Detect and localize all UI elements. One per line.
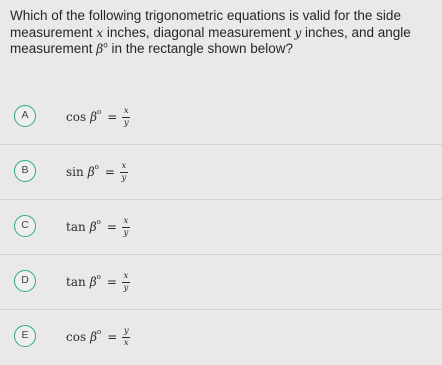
- answer-option-b[interactable]: [0, 145, 442, 200]
- fraction: [122, 217, 130, 238]
- option-formula-e: [66, 324, 130, 350]
- fraction: [122, 272, 130, 293]
- numerator: x: [123, 105, 129, 116]
- equals-sign: =: [107, 330, 118, 344]
- answer-option-d[interactable]: [0, 255, 442, 310]
- equals-sign: =: [106, 275, 117, 289]
- degree-symbol: o: [97, 108, 102, 116]
- angle-symbol: β: [89, 220, 97, 234]
- degree-symbol: o: [97, 328, 102, 336]
- numerator: y: [123, 325, 129, 336]
- degree-symbol: o: [94, 163, 99, 171]
- trig-function: tan: [66, 275, 86, 289]
- trig-function: cos: [66, 330, 87, 344]
- question-part-2: inches, diagonal measurement: [103, 24, 295, 40]
- trig-function: sin: [66, 165, 84, 179]
- variable-x: x: [96, 25, 104, 40]
- fraction: [122, 107, 130, 128]
- question-part-3: inches, and angle measurement: [10, 24, 411, 56]
- degree-symbol: o: [103, 40, 108, 50]
- angle-symbol: β: [90, 330, 98, 344]
- angle-symbol: β: [89, 275, 97, 289]
- fraction: [120, 162, 128, 183]
- angle-symbol: β: [87, 165, 95, 179]
- numerator: x: [123, 270, 129, 281]
- degree-symbol: o: [96, 273, 101, 281]
- degree-symbol: o: [96, 218, 101, 226]
- numerator: x: [123, 215, 129, 226]
- option-letter-a[interactable]: A: [14, 105, 36, 127]
- equals-sign: =: [107, 110, 118, 124]
- denominator: y: [123, 282, 129, 293]
- trig-function: tan: [66, 220, 86, 234]
- option-letter-c[interactable]: C: [14, 215, 36, 237]
- question-part-4: in the rectangle shown below?: [107, 41, 294, 56]
- denominator: y: [123, 117, 129, 128]
- angle-symbol: β: [90, 110, 98, 124]
- option-letter-d[interactable]: D: [14, 270, 36, 292]
- variable-beta: β: [96, 42, 104, 56]
- answer-option-c[interactable]: [0, 200, 442, 255]
- denominator: x: [123, 337, 129, 348]
- answer-option-e[interactable]: [0, 310, 442, 365]
- fraction: [122, 327, 130, 348]
- trig-function: cos: [66, 110, 87, 124]
- equals-sign: =: [104, 165, 115, 179]
- question-part-1: Which of the following trigonometric equations is valid for the side measurement: [10, 8, 401, 40]
- answer-option-a[interactable]: [0, 90, 442, 145]
- question-text: [10, 8, 438, 58]
- equals-sign: =: [106, 220, 117, 234]
- option-letter-e[interactable]: E: [14, 325, 36, 347]
- option-formula-b: [66, 159, 128, 185]
- denominator: y: [123, 227, 129, 238]
- option-formula-d: [66, 269, 130, 295]
- denominator: y: [121, 172, 127, 183]
- numerator: x: [121, 160, 127, 171]
- option-formula-a: [66, 104, 130, 130]
- option-letter-b[interactable]: B: [14, 160, 36, 182]
- variable-y: y: [294, 25, 302, 40]
- option-formula-c: [66, 214, 130, 240]
